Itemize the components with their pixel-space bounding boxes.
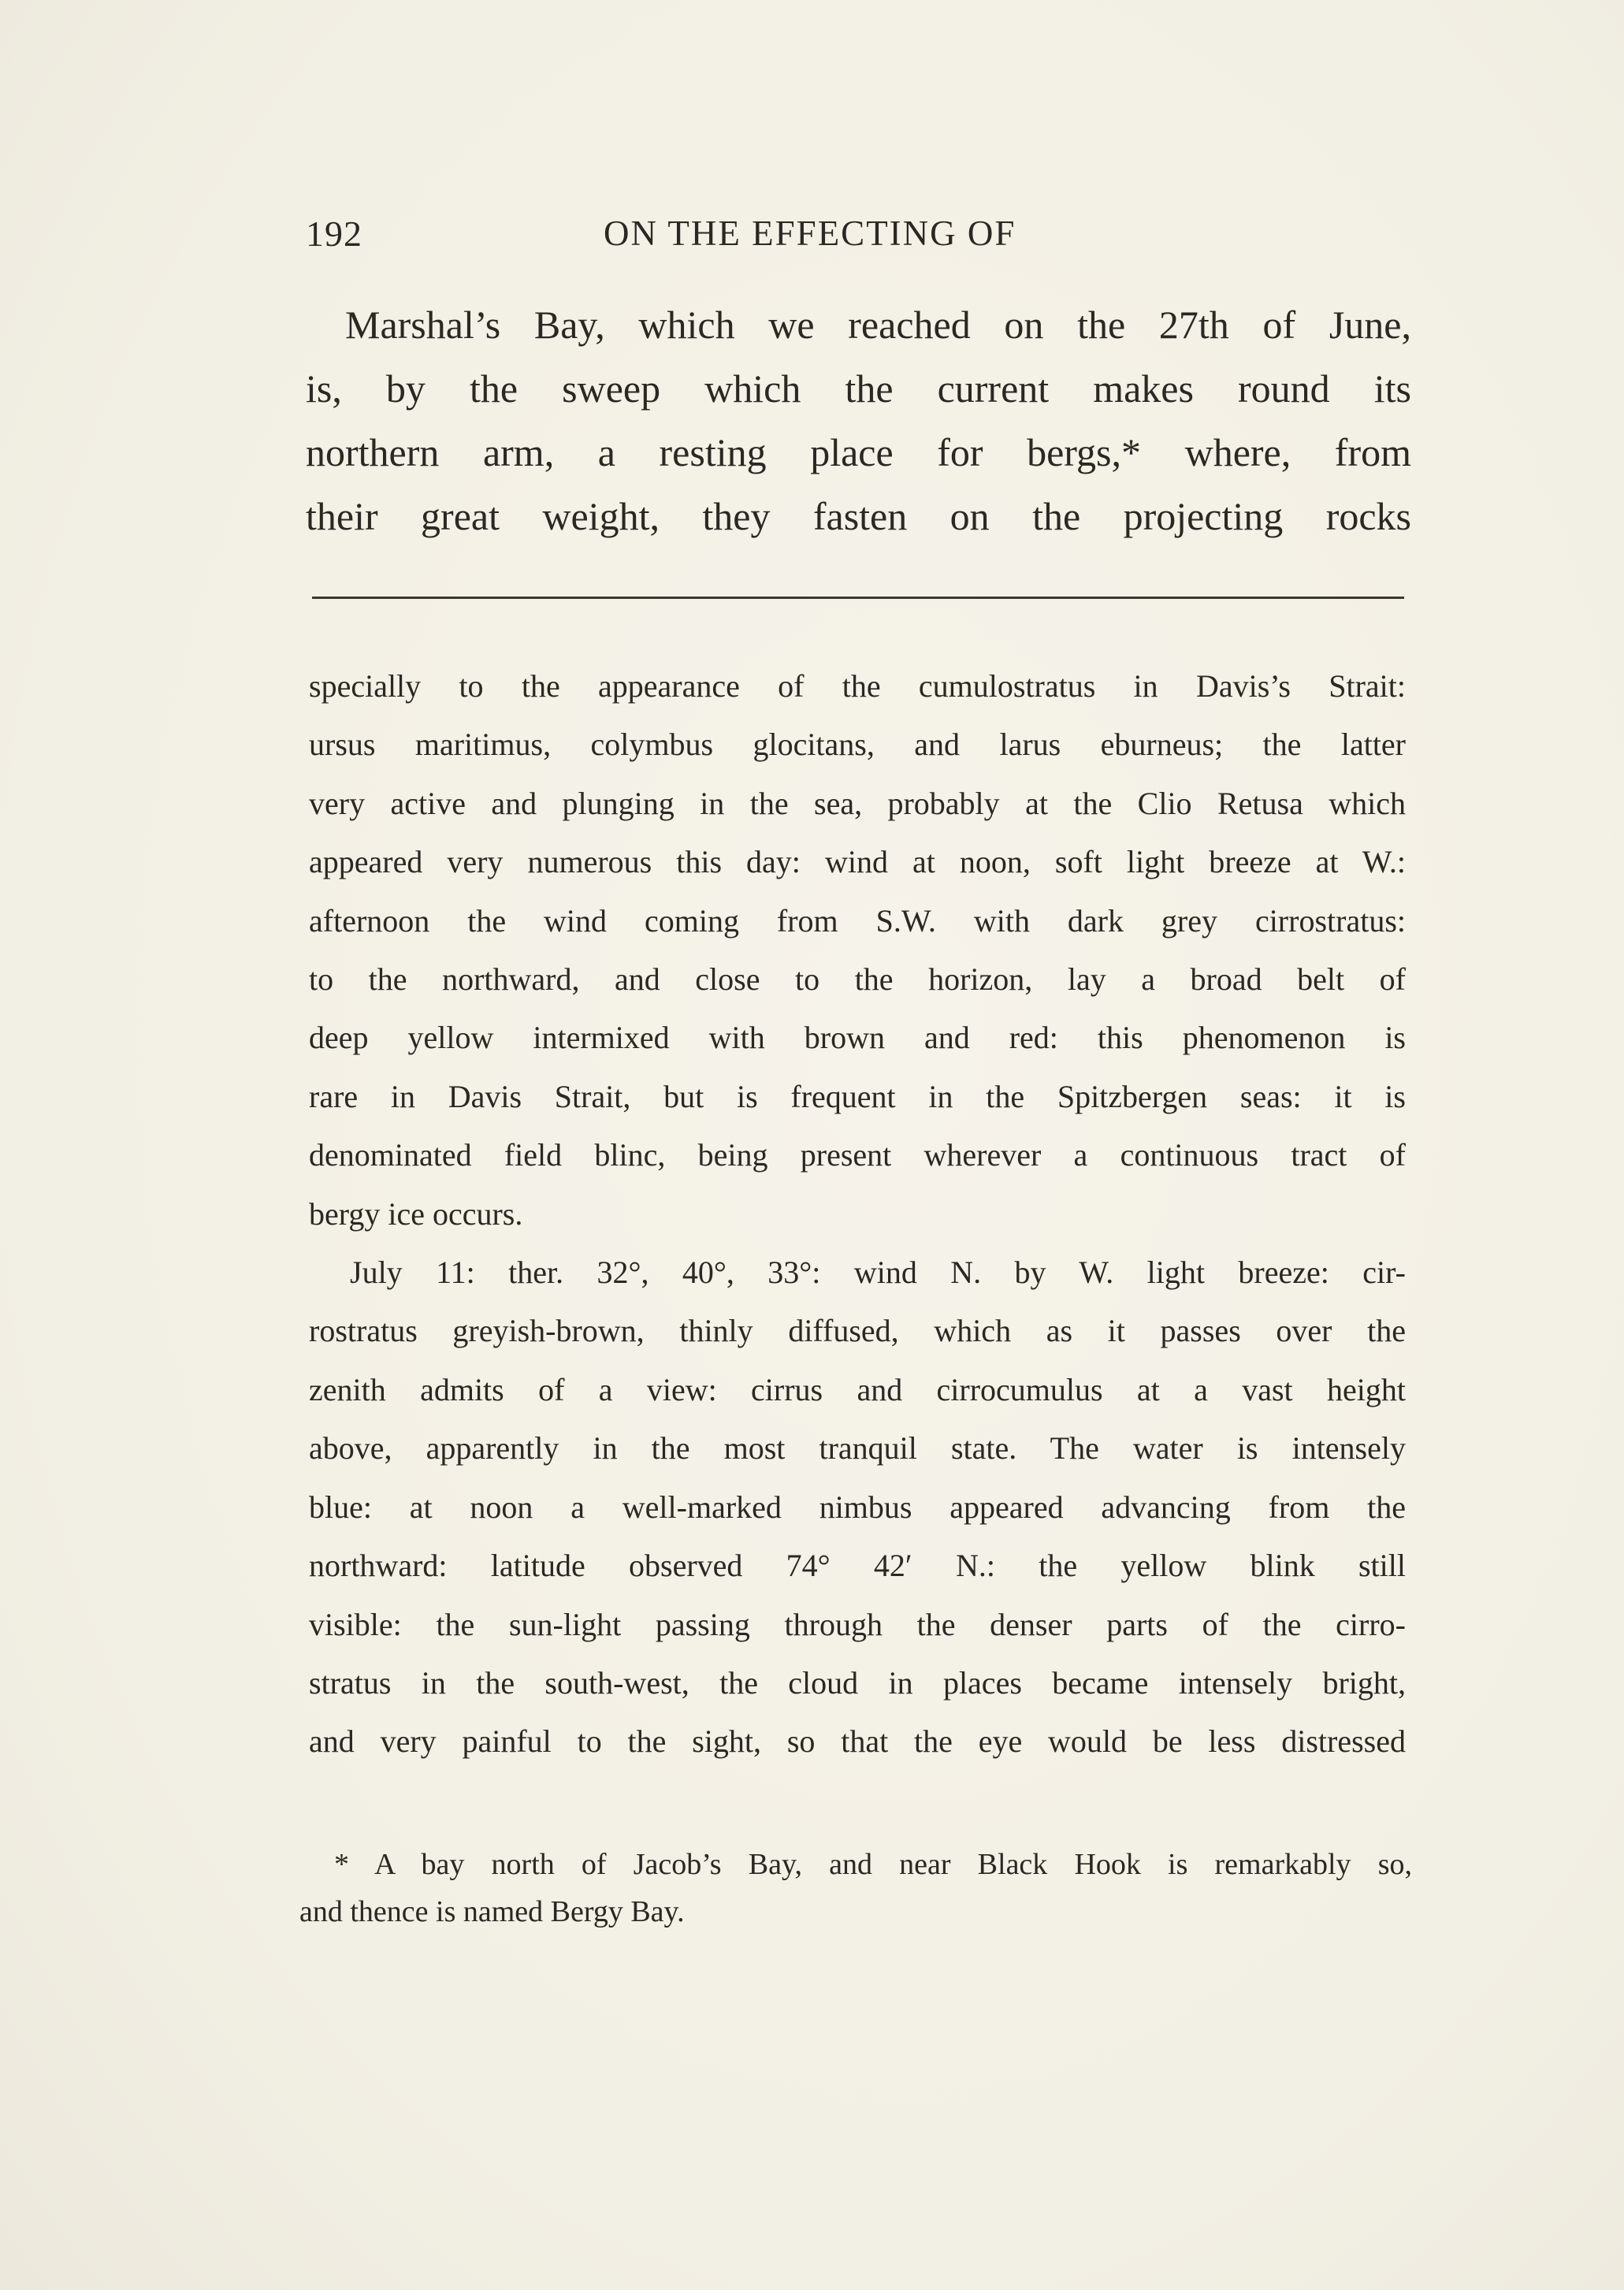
note-text-line: afternoon the wind coming from S.W. with dark grey cirrostratus: bbox=[309, 902, 1406, 939]
note-text-line: stratus in the south-west, the cloud in places became intensely bright, bbox=[309, 1664, 1406, 1701]
note-text-line: appeared very numerous this day: wind at noon, soft light breeze at W.: bbox=[309, 844, 1406, 880]
note-text-line: northward: latitude observed 74° 42′ N.: the yellow blink still bbox=[309, 1548, 1406, 1584]
main-text-line: northern arm, a resting place for bergs,* where, from bbox=[306, 430, 1411, 474]
note-text-line: bergy ice occurs. bbox=[309, 1195, 523, 1232]
running-title: ON THE EFFECTING OF bbox=[604, 214, 1016, 253]
footnote-line: * A bay north of Jacob’s Bay, and near Black Hook is remarkably so, bbox=[334, 1848, 1412, 1881]
main-text-line: Marshal’s Bay, which we reached on the 27th of June, bbox=[345, 303, 1411, 347]
note-text-line: and very painful to the sight, so that the eye would be less distressed bbox=[309, 1723, 1406, 1760]
main-text-line: is, by the sweep which the current makes round its bbox=[306, 366, 1411, 411]
notes-block bbox=[309, 657, 1406, 1771]
page-number: 192 bbox=[306, 214, 362, 254]
note-text-line: July 11: ther. 32°, 40°, 33°: wind N. by W. light breeze: cir- bbox=[350, 1255, 1406, 1291]
running-head bbox=[306, 213, 1409, 260]
horizontal-rule bbox=[312, 597, 1404, 599]
note-text-line: denominated field blinc, being present wherever a continuous tract of bbox=[309, 1137, 1406, 1173]
note-text-line: to the northward, and close to the horizon, lay a broad belt of bbox=[309, 961, 1406, 998]
note-text-line: very active and plunging in the sea, probably at the Clio Retusa which bbox=[309, 785, 1406, 821]
note-text-line: rostratus greyish-brown, thinly diffused, which as it passes over the bbox=[309, 1313, 1406, 1349]
note-text-line: blue: at noon a well-marked nimbus appeared advancing from the bbox=[309, 1489, 1406, 1525]
note-text-line: ursus maritimus, colymbus glocitans, and larus eburneus; the latter bbox=[309, 727, 1406, 763]
note-text-line: visible: the sun-light passing through the denser parts of the cirro- bbox=[309, 1606, 1406, 1642]
footnote bbox=[299, 1841, 1412, 1935]
main-paragraph bbox=[306, 293, 1411, 548]
main-text-line: their great weight, they fasten on the projecting rocks bbox=[306, 494, 1411, 538]
note-text-line: rare in Davis Strait, but is frequent in the Spitzbergen seas: it is bbox=[309, 1078, 1406, 1114]
note-text-line: zenith admits of a view: cirrus and cirrocumulus at a vast height bbox=[309, 1371, 1406, 1407]
note-text-line: above, apparently in the most tranquil state. The water is intensely bbox=[309, 1430, 1406, 1467]
footnote-line: and thence is named Bergy Bay. bbox=[299, 1895, 685, 1928]
note-text-line: deep yellow intermixed with brown and red: this phenomenon is bbox=[309, 1020, 1406, 1056]
note-text-line: specially to the appearance of the cumulostratus in Davis’s Strait: bbox=[309, 668, 1406, 704]
